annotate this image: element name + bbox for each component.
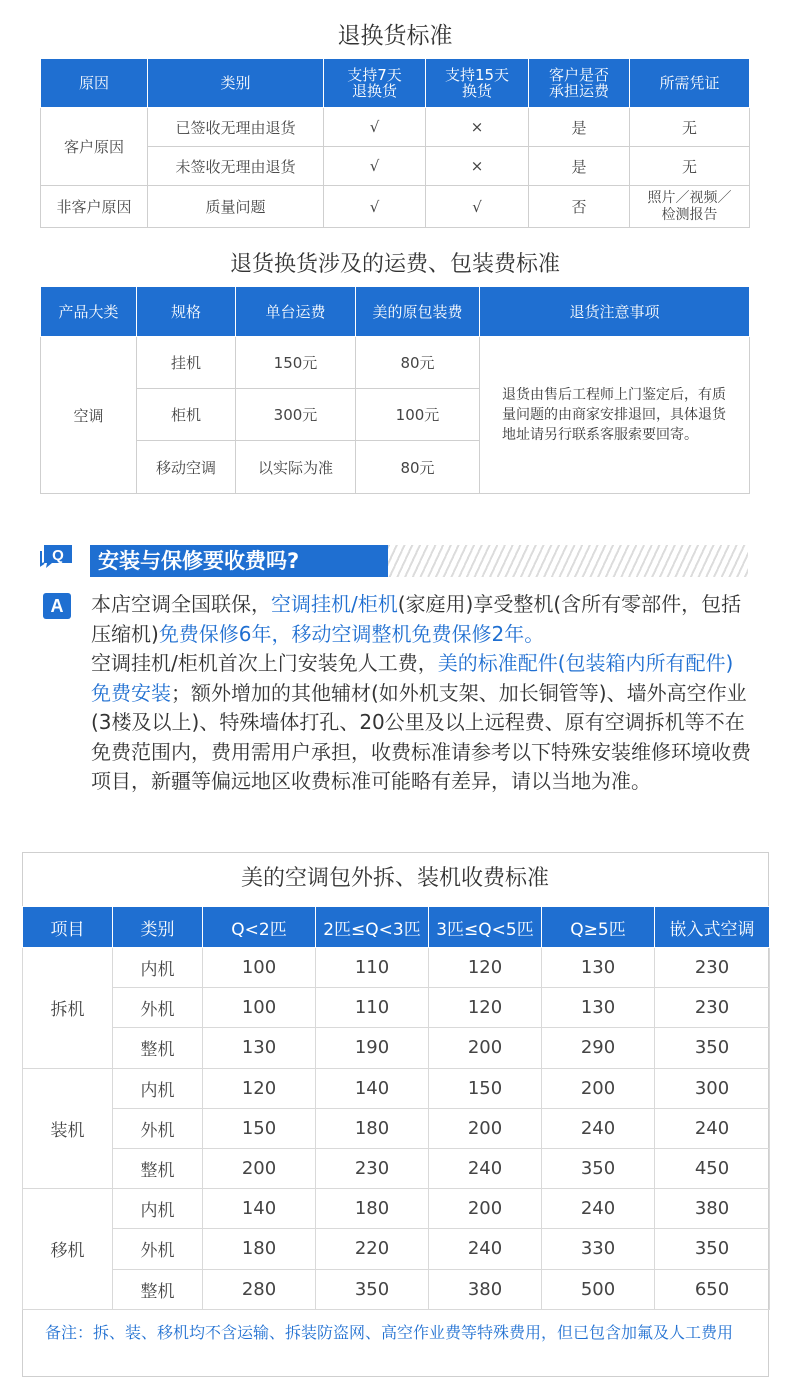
- spec-cell: 柜机: [137, 389, 236, 441]
- freight-cell: 300元: [236, 389, 356, 441]
- install-fee-title: 美的空调包外拆、装机收费标准: [240, 866, 549, 891]
- fee-cell: 240: [429, 1148, 542, 1188]
- fee-cell: 180: [316, 1189, 429, 1229]
- freight-standard-table: [40, 286, 750, 494]
- header-package: 美的原包装费: [356, 287, 480, 337]
- fee-cell: 120: [203, 1068, 316, 1108]
- row-fee: 是: [529, 108, 630, 147]
- answer-highlight: 空调挂机/柜机: [271, 592, 398, 616]
- fee-cell: 140: [203, 1189, 316, 1229]
- category-cell: 整机: [113, 1148, 203, 1188]
- header-3to5: 3匹≤Q<5匹: [429, 907, 542, 948]
- fee-cell: 110: [316, 988, 429, 1028]
- row-category: 质量问题: [148, 186, 324, 228]
- fee-cell: 290: [542, 1028, 655, 1068]
- answer-highlight: 美的标准配件(包装箱内所有配件)免费安装: [91, 651, 734, 705]
- header-fee: 客户是否 承担运费: [529, 59, 630, 108]
- answer-highlight: 免费保修6年，移动空调整机免费保修2年。: [158, 621, 545, 646]
- freight-standard-title: 退货换货涉及的运费、包装费标准: [229, 252, 560, 277]
- header-reason: 原因: [41, 59, 148, 108]
- question-icon-letter: Q: [52, 547, 64, 564]
- answer-icon: A: [43, 593, 71, 619]
- row-category: 已签收无理由退货: [148, 108, 324, 147]
- fee-cell: 190: [316, 1028, 429, 1068]
- header-lt2: Q<2匹: [203, 907, 316, 948]
- group-name: 装机: [23, 1068, 113, 1189]
- header-7day: 支持7天 退换货: [324, 59, 426, 108]
- row-proof: 照片／视频／ 检测报告: [630, 186, 750, 228]
- spec-cell: 移动空调: [137, 441, 236, 494]
- group-name: 移机: [23, 1189, 113, 1310]
- fee-cell: 350: [316, 1269, 429, 1309]
- category-cell: 外机: [113, 988, 203, 1028]
- fee-cell: 230: [316, 1148, 429, 1188]
- question-icon: [40, 543, 74, 569]
- fee-cell: 240: [542, 1108, 655, 1148]
- group-name: 拆机: [23, 948, 113, 1069]
- fee-cell: 220: [316, 1229, 429, 1269]
- fee-cell: 230: [655, 988, 770, 1028]
- fee-cell: 500: [542, 1269, 655, 1309]
- header-embedded: 嵌入式空调: [655, 907, 770, 948]
- row-15day: ×: [426, 147, 529, 186]
- fee-cell: 230: [655, 948, 770, 988]
- fee-cell: 350: [542, 1148, 655, 1188]
- header-category: 类别: [148, 59, 324, 108]
- category-cell: 外机: [113, 1108, 203, 1148]
- fee-cell: 350: [655, 1028, 770, 1068]
- fee-cell: 130: [542, 988, 655, 1028]
- freight-cell: 150元: [236, 337, 356, 389]
- row-fee: 否: [529, 186, 630, 228]
- fee-cell: 120: [429, 988, 542, 1028]
- header-proof: 所需凭证: [630, 59, 750, 108]
- fee-cell: 140: [316, 1068, 429, 1108]
- fee-cell: 150: [429, 1068, 542, 1108]
- fee-cell: 200: [542, 1068, 655, 1108]
- answer-text-span: ；额外增加的其他辅材(如外机支架、加长铜管等)、墙外高空作业(3楼及以上)、特殊墙体打孔、20公里及以上远程费、原有空调拆机等不在免费范围内，费用需用户承担，收费标准请参考以下特殊安装维修环境收费项目，新疆等偏远地区收费标准可能略有差异，请以当地为准。: [91, 680, 751, 793]
- package-cell: 80元: [356, 337, 480, 389]
- row-15day: ×: [426, 108, 529, 147]
- answer-text-span: 本店空调全国联保，: [91, 592, 271, 616]
- freight-cell: 以实际为准: [236, 441, 356, 494]
- return-standard-title: 退换货标准: [337, 23, 453, 49]
- question-decoration-stripes: [388, 545, 748, 577]
- row-category: 未签收无理由退货: [148, 147, 324, 186]
- fee-cell: 100: [203, 948, 316, 988]
- row-7day: √: [324, 147, 426, 186]
- package-cell: 100元: [356, 389, 480, 441]
- fee-cell: 130: [542, 948, 655, 988]
- fee-cell: 240: [655, 1108, 770, 1148]
- fee-cell: 200: [429, 1028, 542, 1068]
- answer-paragraph-2: [91, 649, 751, 797]
- fee-cell: 200: [429, 1108, 542, 1148]
- answer-paragraph-1: [91, 590, 751, 649]
- header-notes: 退货注意事项: [480, 287, 750, 337]
- question-text: 安装与保修要收费吗?: [98, 549, 300, 573]
- fee-cell: 110: [316, 948, 429, 988]
- row-fee: 是: [529, 147, 630, 186]
- fee-cell: 120: [429, 948, 542, 988]
- return-notes: 退货由售后工程师上门鉴定后，有质量问题的由商家安排退回，具体退货地址请另行联系客服索要回寄。: [480, 337, 750, 494]
- fee-cell: 450: [655, 1148, 770, 1188]
- header-15day: 支持15天 换货: [426, 59, 529, 108]
- fee-cell: 130: [203, 1028, 316, 1068]
- fee-cell: 150: [203, 1108, 316, 1148]
- product-category: 空调: [41, 337, 137, 494]
- fee-cell: 650: [655, 1269, 770, 1309]
- spec-cell: 挂机: [137, 337, 236, 389]
- category-cell: 外机: [113, 1229, 203, 1269]
- header-ge5: Q≥5匹: [542, 907, 655, 948]
- fee-cell: 240: [542, 1189, 655, 1229]
- header-freight: 单台运费: [236, 287, 356, 337]
- fee-cell: 100: [203, 988, 316, 1028]
- header-category: 类别: [113, 907, 203, 948]
- header-item: 项目: [23, 907, 113, 948]
- install-fee-table: [22, 906, 770, 1310]
- category-cell: 整机: [113, 1028, 203, 1068]
- row-proof: 无: [630, 147, 750, 186]
- fee-cell: 200: [429, 1189, 542, 1229]
- header-2to3: 2匹≤Q<3匹: [316, 907, 429, 948]
- fee-cell: 380: [655, 1189, 770, 1229]
- fee-cell: 380: [429, 1269, 542, 1309]
- row-7day: √: [324, 108, 426, 147]
- header-product: 产品大类: [41, 287, 137, 337]
- fee-cell: 330: [542, 1229, 655, 1269]
- answer-text: [91, 590, 751, 797]
- category-cell: 内机: [113, 1068, 203, 1108]
- fee-cell: 300: [655, 1068, 770, 1108]
- answer-text-span: 空调挂机/柜机首次上门安装免人工费，: [91, 651, 438, 675]
- group-customer: 客户原因: [41, 108, 148, 186]
- return-standard-table: [40, 58, 750, 228]
- fee-cell: 350: [655, 1229, 770, 1269]
- answer-text-span: (家庭用)享受整机(含所有零部件，包括压缩机): [91, 592, 742, 646]
- row-15day: √: [426, 186, 529, 228]
- fee-cell: 200: [203, 1148, 316, 1188]
- row-proof: 无: [630, 108, 750, 147]
- fee-cell: 180: [203, 1229, 316, 1269]
- category-cell: 整机: [113, 1269, 203, 1309]
- group-noncustomer: 非客户原因: [41, 186, 148, 228]
- category-cell: 内机: [113, 1189, 203, 1229]
- fee-cell: 180: [316, 1108, 429, 1148]
- fee-cell: 240: [429, 1229, 542, 1269]
- header-spec: 规格: [137, 287, 236, 337]
- category-cell: 内机: [113, 948, 203, 988]
- footnote: 备注：拆、装、移机均不含运输、拆装防盗网、高空作业费等特殊费用，但已包含加氟及人工费用: [45, 1323, 734, 1342]
- row-7day: √: [324, 186, 426, 228]
- package-cell: 80元: [356, 441, 480, 494]
- fee-cell: 280: [203, 1269, 316, 1309]
